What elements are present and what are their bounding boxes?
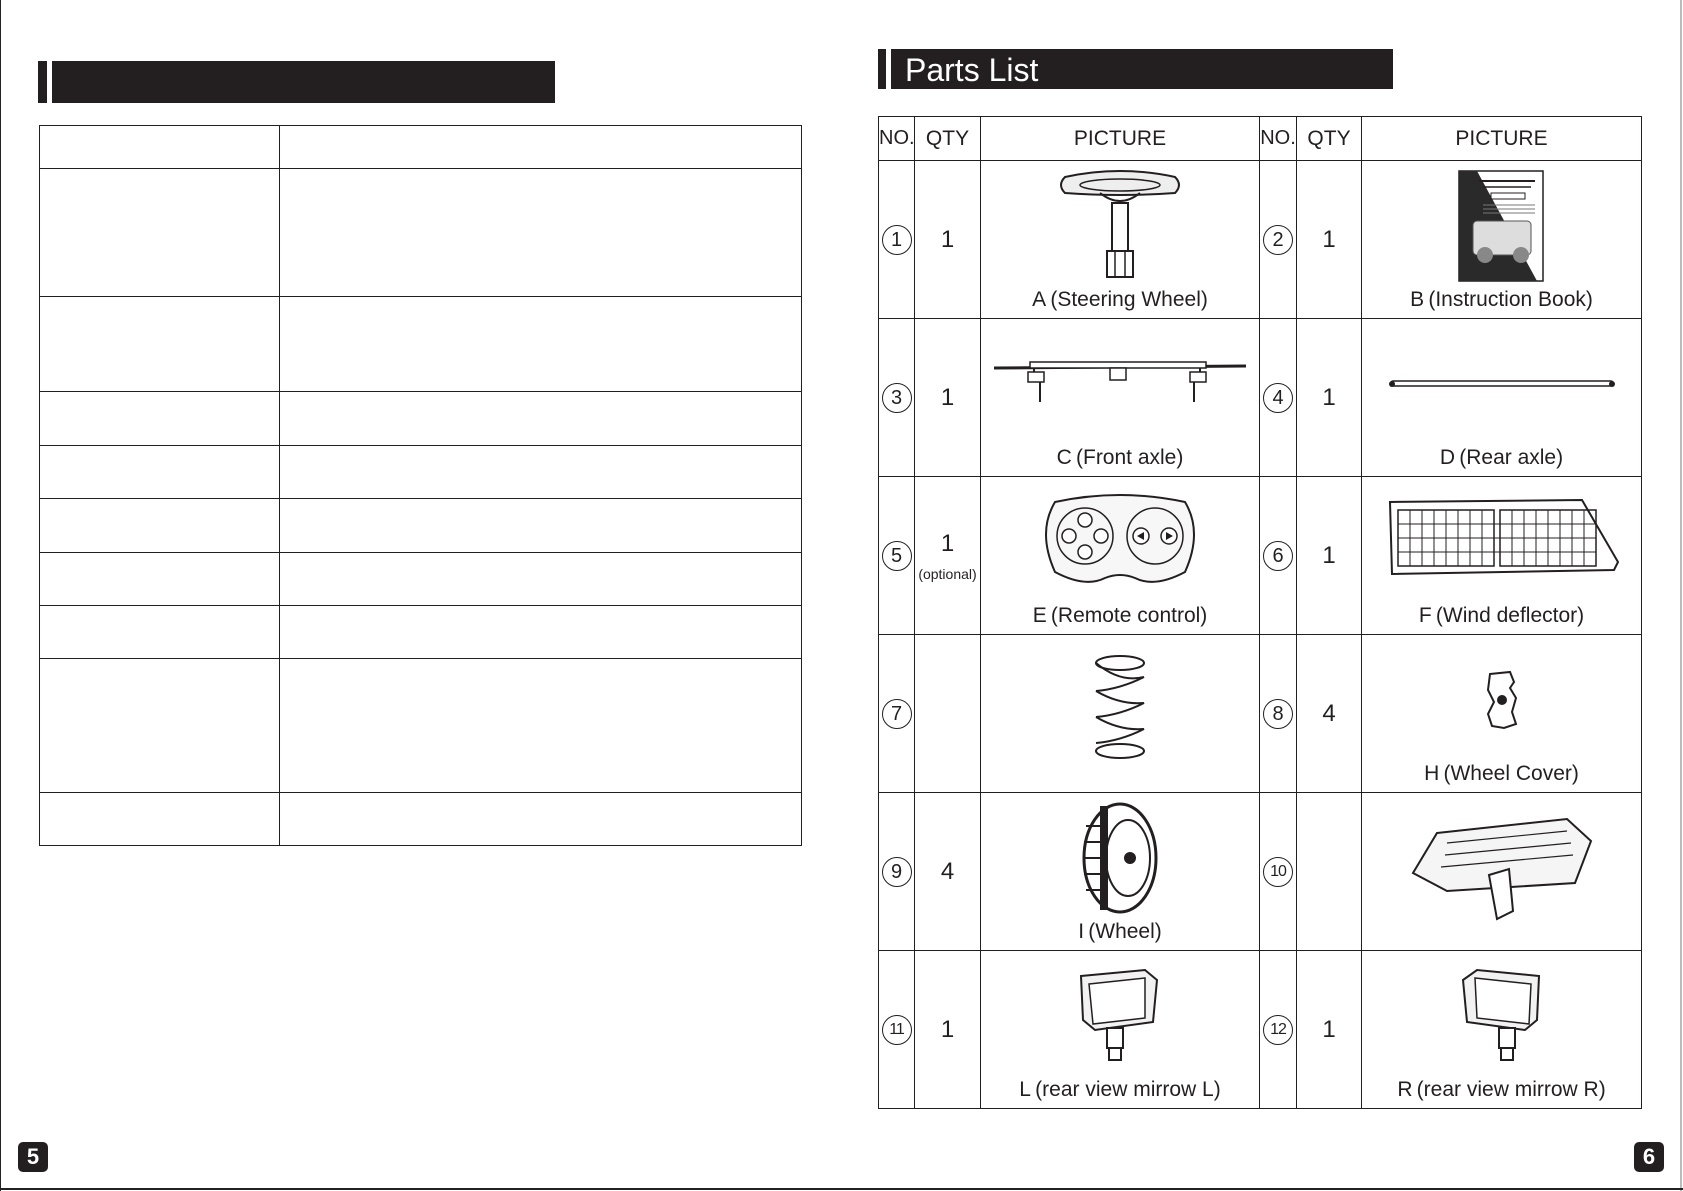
rear-axle-icon bbox=[1387, 374, 1617, 394]
part-qty: 1 bbox=[1322, 1015, 1336, 1043]
header-no: NO. bbox=[879, 117, 915, 161]
part-number: 8 bbox=[1263, 699, 1293, 729]
parts-row bbox=[879, 951, 1642, 1109]
spec-row bbox=[40, 446, 802, 499]
part-number: 12 bbox=[1263, 1015, 1293, 1045]
spec-value bbox=[280, 126, 802, 169]
part-caption: C (Front axle) bbox=[1056, 446, 1184, 469]
page-edge-left bbox=[0, 0, 1, 1191]
wheel-icon bbox=[1080, 800, 1160, 916]
spring-icon bbox=[1090, 653, 1150, 763]
instruction-book-icon bbox=[1457, 167, 1547, 285]
spec-row bbox=[40, 169, 802, 297]
spec-label bbox=[40, 499, 280, 553]
part-number: 9 bbox=[882, 857, 912, 887]
parts-row bbox=[879, 161, 1642, 319]
part-caption: H (Wheel Cover) bbox=[1424, 762, 1579, 785]
spec-row bbox=[40, 499, 802, 553]
part-number: 7 bbox=[882, 699, 912, 729]
part-qty: 4 bbox=[1322, 699, 1336, 727]
header-qty: QTY bbox=[1297, 117, 1362, 161]
part-qty-note: (optional) bbox=[918, 565, 977, 582]
part-caption: B (Instruction Book) bbox=[1410, 288, 1593, 311]
page-number-right: 6 bbox=[1634, 1142, 1664, 1172]
spec-label bbox=[40, 446, 280, 499]
spec-label bbox=[40, 297, 280, 392]
spec-value bbox=[280, 297, 802, 392]
part-qty: 1 bbox=[1322, 383, 1336, 411]
wheel-cover-icon bbox=[1482, 668, 1522, 732]
header-picture: PICTURE bbox=[1362, 117, 1642, 161]
parts-row bbox=[879, 793, 1642, 951]
part-qty: 1 bbox=[1322, 225, 1336, 253]
mirror-left-icon bbox=[1075, 966, 1165, 1066]
seat-icon bbox=[1407, 813, 1597, 923]
part-qty: 4 bbox=[940, 857, 955, 885]
remote-control-icon bbox=[1035, 492, 1205, 592]
part-number: 11 bbox=[882, 1015, 912, 1045]
spec-value bbox=[280, 499, 802, 553]
section-header-accent bbox=[38, 61, 47, 103]
part-caption: F (Wind deflector) bbox=[1418, 604, 1585, 627]
spec-label bbox=[40, 606, 280, 659]
part-caption: R (rear view mirrow R) bbox=[1397, 1078, 1606, 1101]
wind-deflector-icon bbox=[1382, 492, 1622, 592]
part-qty: 1 bbox=[940, 225, 955, 253]
header-no: NO. bbox=[1260, 117, 1297, 161]
page-number-left: 5 bbox=[18, 1142, 48, 1172]
spec-label bbox=[40, 659, 280, 793]
spec-row bbox=[40, 553, 802, 606]
part-qty: 1 bbox=[940, 383, 955, 411]
part-caption: L (rear view mirrow L) bbox=[1019, 1078, 1221, 1101]
part-qty: 1 bbox=[940, 1015, 955, 1043]
section-header-bar bbox=[52, 61, 555, 103]
part-caption: D (Rear axle) bbox=[1439, 446, 1564, 469]
spec-label bbox=[40, 553, 280, 606]
spec-row bbox=[40, 392, 802, 446]
spec-value bbox=[280, 606, 802, 659]
parts-list-table bbox=[878, 116, 1642, 1109]
spec-row bbox=[40, 606, 802, 659]
spec-row bbox=[40, 297, 802, 392]
spec-row bbox=[40, 793, 802, 846]
front-axle-icon bbox=[990, 354, 1250, 414]
page-edge-right bbox=[1680, 0, 1682, 1191]
header-picture: PICTURE bbox=[981, 117, 1260, 161]
part-qty: 1 bbox=[940, 529, 955, 557]
steering-wheel-icon bbox=[1055, 167, 1185, 285]
page-edge-bottom bbox=[0, 1188, 1683, 1190]
spec-label bbox=[40, 169, 280, 297]
part-caption: E (Remote control) bbox=[1032, 604, 1208, 627]
part-number: 2 bbox=[1263, 225, 1293, 255]
spec-value bbox=[280, 392, 802, 446]
spec-value bbox=[280, 169, 802, 297]
part-number: 1 bbox=[882, 225, 912, 255]
header-qty: QTY bbox=[915, 117, 981, 161]
part-number: 5 bbox=[882, 541, 912, 571]
spec-value bbox=[280, 446, 802, 499]
part-caption: I (Wheel) bbox=[1078, 920, 1162, 943]
spec-label bbox=[40, 793, 280, 846]
spec-label bbox=[40, 126, 280, 169]
spec-value bbox=[280, 793, 802, 846]
specification-table bbox=[39, 125, 802, 846]
spec-value bbox=[280, 659, 802, 793]
parts-table-header bbox=[879, 117, 1642, 161]
parts-row bbox=[879, 477, 1642, 635]
spec-row bbox=[40, 659, 802, 793]
parts-row bbox=[879, 635, 1642, 793]
spec-value bbox=[280, 553, 802, 606]
parts-list-header-accent bbox=[878, 49, 886, 89]
spec-row bbox=[40, 126, 802, 169]
mirror-right-icon bbox=[1457, 966, 1547, 1066]
parts-list-title: Parts List bbox=[905, 52, 1039, 88]
part-caption: A (Steering Wheel) bbox=[1032, 288, 1208, 311]
part-number: 3 bbox=[882, 383, 912, 413]
spec-label bbox=[40, 392, 280, 446]
part-qty: 1 bbox=[1322, 541, 1336, 569]
parts-row bbox=[879, 319, 1642, 477]
part-number: 10 bbox=[1263, 857, 1293, 887]
part-number: 4 bbox=[1263, 383, 1293, 413]
part-number: 6 bbox=[1263, 541, 1293, 571]
